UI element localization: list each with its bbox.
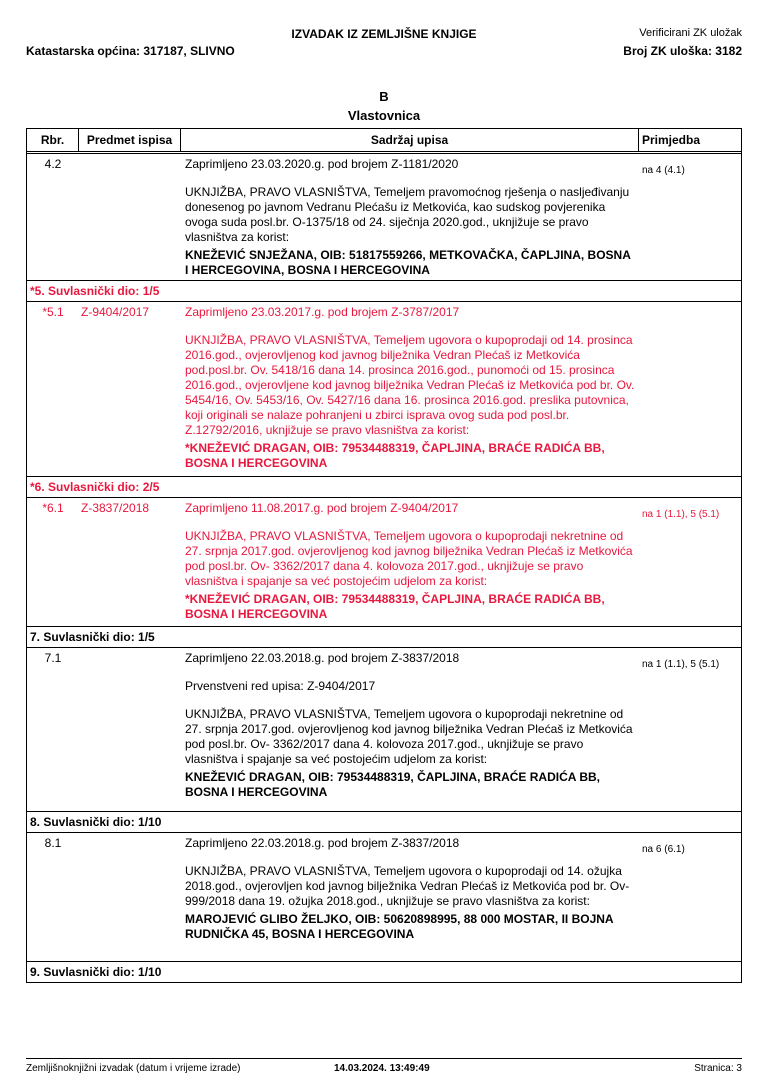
entry-subject <box>79 833 181 961</box>
entry-number: 7.1 <box>44 651 62 665</box>
entry-owner: *KNEŽEVIĆ DRAGAN, OIB: 79534488319, ČAPLJINA, BRAĆE RADIĆA BB, BOSNA I HERCEGOVINA <box>185 441 605 470</box>
footer-datetime: 14.03.2024. 13:49:49 <box>334 1063 430 1074</box>
entry-received: Zaprimljeno 23.03.2017.g. pod brojem Z-3787/2017 <box>185 305 460 319</box>
entry-received: Zaprimljeno 22.03.2018.g. pod brojem Z-3837/2018 <box>185 836 460 850</box>
entry-subject: Z-9404/2017 <box>81 305 150 319</box>
table-header <box>27 129 741 154</box>
entry-content <box>181 302 639 476</box>
entry-received: Zaprimljeno 23.03.2020.g. pod brojem Z-1181/2020 <box>185 157 459 171</box>
entry-number: *6.1 <box>42 501 64 515</box>
page-number: Stranica: 3 <box>694 1063 742 1074</box>
header-rbr: Rbr. <box>27 129 79 151</box>
entry-text: UKNJIŽBA, PRAVO VLASNIŠTVA, Temeljem ugovora o kupoprodaji od 14. ožujka 2018.god., ovjerovljen kod javnog bilježnika Vedran Plećaš iz Metkovića pod br. Ov-999/2018 dana 19. ožujka 2018.god., uknjižuje se pravo vlasništva za korist: <box>185 864 630 908</box>
share-heading: 7. Suvlasnički dio: 1/5 <box>27 627 741 648</box>
ownership-table <box>26 128 742 983</box>
table-row <box>27 833 741 962</box>
share-heading: 8. Suvlasnički dio: 1/10 <box>27 812 741 833</box>
header-sadrzaj: Sadržaj upisa <box>181 129 639 151</box>
entry-received: Zaprimljeno 11.08.2017.g. pod brojem Z-9404/2017 <box>185 501 459 515</box>
section-name: Vlastovnica <box>347 108 421 123</box>
entry-text: UKNJIŽBA, PRAVO VLASNIŠTVA, Temeljem ugovora o kupoprodaji nekretnine od 27. srpnja 2017.god. ovjerovljenog kod javnog bilježnika Vedran Plećaš iz Metkovića pod posl.br. Ov- 3362/2017 dana 4. kolovoza 2017.god., uknjižuje se pravo vlasništva i spajanje sa već postojećim udjelom za korist: <box>185 529 633 588</box>
entry-content <box>181 833 639 961</box>
cadastral-municipality: Katastarska općina: 317187, SLIVNO <box>26 44 235 58</box>
verified-label: Verificirani ZK uložak <box>639 27 742 39</box>
entry-subject: Z-3837/2018 <box>81 501 150 515</box>
entry-received: Zaprimljeno 22.03.2018.g. pod brojem Z-3837/2018 <box>185 651 460 665</box>
folio-number: Broj ZK uloška: 3182 <box>623 44 742 58</box>
entry-content <box>181 154 639 280</box>
section-letter: B <box>379 89 389 104</box>
entry-number: 4.2 <box>44 157 62 171</box>
entry-owner: KNEŽEVIĆ DRAGAN, OIB: 79534488319, ČAPLJINA, BRAĆE RADIĆA BB, BOSNA I HERCEGOVINA <box>185 770 600 799</box>
entry-owner: *KNEŽEVIĆ DRAGAN, OIB: 79534488319, ČAPLJINA, BRAĆE RADIĆA BB, BOSNA I HERCEGOVINA <box>185 592 605 621</box>
entry-note: na 1 (1.1), 5 (5.1) <box>642 509 720 520</box>
entry-text: UKNJIŽBA, PRAVO VLASNIŠTVA, Temeljem ugovora o kupoprodaji nekretnine od 27. srpnja 2017.god. ovjerovljenog kod javnog bilježnika Vedran Plećaš iz Metkovića pod posl.br. Ov- 3362/2017 dana 4. kolovoza 2017.god., uknjižuje se pravo vlasništva i spajanje sa već postojećim udjelom za korist: <box>185 707 633 766</box>
entry-subject <box>79 648 181 811</box>
footer-label: Zemljišnoknjižni izvadak (datum i vrijeme izrade) <box>26 1063 241 1074</box>
entry-number: *5.1 <box>42 305 64 319</box>
share-heading: *6. Suvlasnički dio: 2/5 <box>27 477 741 498</box>
footer-divider <box>26 1058 742 1059</box>
entry-note <box>639 302 741 476</box>
share-heading: 9. Suvlasnički dio: 1/10 <box>30 965 162 979</box>
entry-owner: KNEŽEVIĆ SNJEŽANA, OIB: 51817559266, METKOVAČKA, ČAPLJINA, BOSNA I HERCEGOVINA, BOSNA I HERCEGOVINA <box>185 248 631 277</box>
entry-note: na 1 (1.1), 5 (5.1) <box>642 659 720 670</box>
entry-text: UKNJIŽBA, PRAVO VLASNIŠTVA, Temeljem pravomoćnog rješenja o nasljeđivanju donesenog po javnom Vedranu Plećašu iz Metkovića, kao sudskog povjerenika ovoga suda posl.br. O-1375/18 od 24. siječnja 2020.god., uknjižuje se pravo vlasništva za korist: <box>185 185 630 244</box>
entry-note: na 4 (4.1) <box>642 165 685 176</box>
table-row <box>27 648 741 812</box>
table-row <box>27 498 741 627</box>
table-row <box>27 302 741 477</box>
header-predmet: Predmet ispisa <box>79 129 181 151</box>
document-title: IZVADAK IZ ZEMLJIŠNE KNJIGE <box>291 27 477 41</box>
entry-content <box>181 648 639 811</box>
share-heading: *5. Suvlasnički dio: 1/5 <box>27 281 741 302</box>
header-primjedba: Primjedba <box>642 133 701 147</box>
entry-owner: MAROJEVIĆ GLIBO ŽELJKO, OIB: 50620898995, 88 000 MOSTAR, II BOJNA RUDNIČKA 45, BOSNA I HERCEGOVINA <box>185 912 614 941</box>
table-row <box>27 154 741 281</box>
entry-text: UKNJIŽBA, PRAVO VLASNIŠTVA, Temeljem ugovora o kupoprodaji od 14. prosinca 2016.god., ovjerovljenog kod javnog bilježnika Vedran Plećaš iz Metkovića pod.posl.br. Ov. 5418/16 dana 14. prosinca 2016.god., punomoći od 15. prosinca 2016.god., ovjerovljene kod javnog bilježnika Vedran Plećaš iz Metkovića pod br. Ov. 5454/16, Ov. 5453/16, Ov. 5427/16 dana 16. prosinca 2016.god. preslika putovnica, koji originali se nalaze pohranjeni u zbirci isprava ovog suda pod posl.br. Z.12792/2016, uknjižuje se pravo vlasništva za korist: <box>185 333 635 437</box>
entry-number: 8.1 <box>44 836 62 850</box>
entry-note: na 6 (6.1) <box>642 844 685 855</box>
entry-subject <box>79 154 181 280</box>
entry-priority: Prvenstveni red upisa: Z-9404/2017 <box>185 679 376 693</box>
entry-content <box>181 498 639 626</box>
